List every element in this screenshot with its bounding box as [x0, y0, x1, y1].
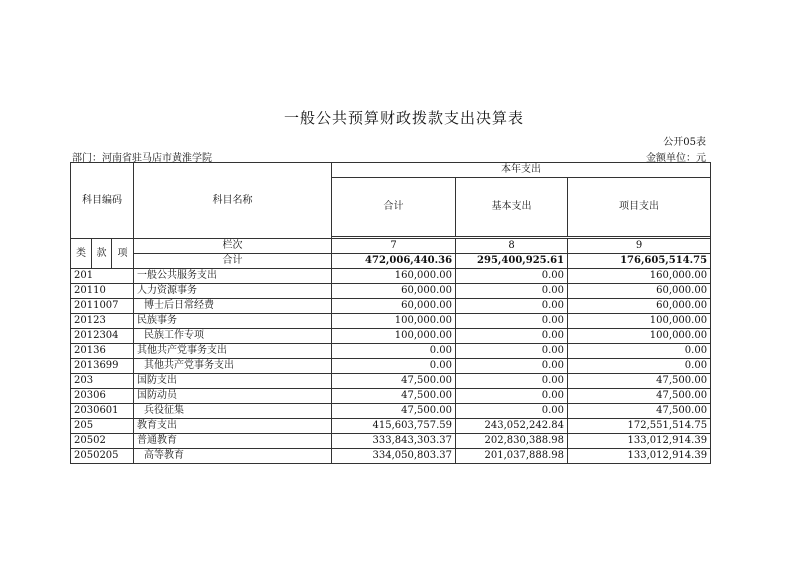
subject-code-cell: 20123 — [71, 314, 134, 329]
subject-code-cell: 2013699 — [71, 359, 134, 374]
basic-amount-cell: 201,037,888.98 — [456, 449, 568, 464]
subject-name-cell: 兵役征集 — [134, 404, 332, 419]
header-project: 项目支出 — [568, 178, 711, 237]
subject-code-cell: 205 — [71, 419, 134, 434]
subject-name-cell: 民族事务 — [134, 314, 332, 329]
table-row — [71, 449, 711, 464]
column-number-8: 8 — [456, 239, 568, 254]
subject-name-cell: 教育支出 — [134, 419, 332, 434]
table-row — [71, 419, 711, 434]
subject-code-cell: 2050205 — [71, 449, 134, 464]
header-xiang: 项 — [112, 239, 134, 269]
sum-total: 472,006,440.36 — [332, 254, 456, 269]
report-title: 一般公共预算财政拨款支出决算表 — [283, 109, 524, 127]
project-amount-cell: 160,000.00 — [568, 269, 711, 284]
total-amount-cell: 47,500.00 — [332, 404, 456, 419]
subject-name-cell: 其他共产党事务支出 — [134, 359, 332, 374]
header-subject-name: 科目名称 — [134, 163, 332, 239]
basic-amount-cell: 0.00 — [456, 314, 568, 329]
basic-amount-cell: 0.00 — [456, 344, 568, 359]
project-amount-cell: 60,000.00 — [568, 299, 711, 314]
table-row — [71, 269, 711, 284]
project-amount-cell: 47,500.00 — [568, 404, 711, 419]
expenditure-table — [70, 162, 711, 464]
form-number: 公开05表 — [663, 137, 706, 148]
total-amount-cell: 100,000.00 — [332, 329, 456, 344]
subject-name-cell: 国防动员 — [134, 389, 332, 404]
total-amount-cell: 47,500.00 — [332, 389, 456, 404]
column-number-label: 栏次 — [134, 239, 332, 254]
project-amount-cell: 0.00 — [568, 359, 711, 374]
table-row — [71, 344, 711, 359]
basic-amount-cell: 243,052,242.84 — [456, 419, 568, 434]
total-amount-cell: 415,603,757.59 — [332, 419, 456, 434]
total-amount-cell: 160,000.00 — [332, 269, 456, 284]
subject-name-cell: 高等教育 — [134, 449, 332, 464]
table-row — [71, 359, 711, 374]
basic-amount-cell: 0.00 — [456, 299, 568, 314]
subject-code-cell: 20502 — [71, 434, 134, 449]
header-total: 合计 — [332, 178, 456, 237]
project-amount-cell: 47,500.00 — [568, 374, 711, 389]
header-kuan: 款 — [92, 239, 112, 269]
subject-code-cell: 203 — [71, 374, 134, 389]
table-row — [71, 434, 711, 449]
total-amount-cell: 333,843,303.37 — [332, 434, 456, 449]
project-amount-cell: 133,012,914.39 — [568, 434, 711, 449]
sum-row-label: 合计 — [134, 254, 332, 269]
subject-name-cell: 博士后日常经费 — [134, 299, 332, 314]
subject-name-cell: 国防支出 — [134, 374, 332, 389]
table-row — [71, 374, 711, 389]
basic-amount-cell: 202,830,388.98 — [456, 434, 568, 449]
project-amount-cell: 60,000.00 — [568, 284, 711, 299]
total-amount-cell: 100,000.00 — [332, 314, 456, 329]
subject-name-cell: 一般公共服务支出 — [134, 269, 332, 284]
column-number-7: 7 — [332, 239, 456, 254]
basic-amount-cell: 0.00 — [456, 269, 568, 284]
sum-basic: 295,400,925.61 — [456, 254, 568, 269]
basic-amount-cell: 0.00 — [456, 374, 568, 389]
project-amount-cell: 47,500.00 — [568, 389, 711, 404]
project-amount-cell: 0.00 — [568, 344, 711, 359]
subject-name-cell: 其他共产党事务支出 — [134, 344, 332, 359]
header-basic: 基本支出 — [456, 178, 568, 237]
department-label: 部门：河南省驻马店市黄淮学院 — [72, 153, 212, 164]
total-amount-cell: 60,000.00 — [332, 284, 456, 299]
subject-code-cell: 20306 — [71, 389, 134, 404]
total-amount-cell: 0.00 — [332, 359, 456, 374]
table-row — [71, 389, 711, 404]
subject-code-cell: 2011007 — [71, 299, 134, 314]
subject-name-cell: 普通教育 — [134, 434, 332, 449]
subject-code-cell: 20110 — [71, 284, 134, 299]
basic-amount-cell: 0.00 — [456, 404, 568, 419]
basic-amount-cell: 0.00 — [456, 284, 568, 299]
header-subject-code: 科目编码 — [71, 163, 134, 239]
project-amount-cell: 172,551,514.75 — [568, 419, 711, 434]
project-amount-cell: 100,000.00 — [568, 314, 711, 329]
total-amount-cell: 334,050,803.37 — [332, 449, 456, 464]
column-number-9: 9 — [568, 239, 711, 254]
table-row — [71, 299, 711, 314]
amount-unit-label: 金额单位：元 — [646, 153, 706, 164]
project-amount-cell: 100,000.00 — [568, 329, 711, 344]
table-row — [71, 314, 711, 329]
header-lei: 类 — [71, 239, 92, 269]
total-amount-cell: 0.00 — [332, 344, 456, 359]
basic-amount-cell: 0.00 — [456, 389, 568, 404]
subject-code-cell: 201 — [71, 269, 134, 284]
sum-project: 176,605,514.75 — [568, 254, 711, 269]
table-row — [71, 329, 711, 344]
project-amount-cell: 133,012,914.39 — [568, 449, 711, 464]
subject-name-cell: 民族工作专项 — [134, 329, 332, 344]
subject-code-cell: 20136 — [71, 344, 134, 359]
subject-name-cell: 人力资源事务 — [134, 284, 332, 299]
subject-code-cell: 2012304 — [71, 329, 134, 344]
subject-code-cell: 2030601 — [71, 404, 134, 419]
basic-amount-cell: 0.00 — [456, 329, 568, 344]
table-row — [71, 404, 711, 419]
basic-amount-cell: 0.00 — [456, 359, 568, 374]
header-current-year: 本年支出 — [332, 163, 711, 178]
table-row — [71, 284, 711, 299]
total-amount-cell: 60,000.00 — [332, 299, 456, 314]
total-amount-cell: 47,500.00 — [332, 374, 456, 389]
